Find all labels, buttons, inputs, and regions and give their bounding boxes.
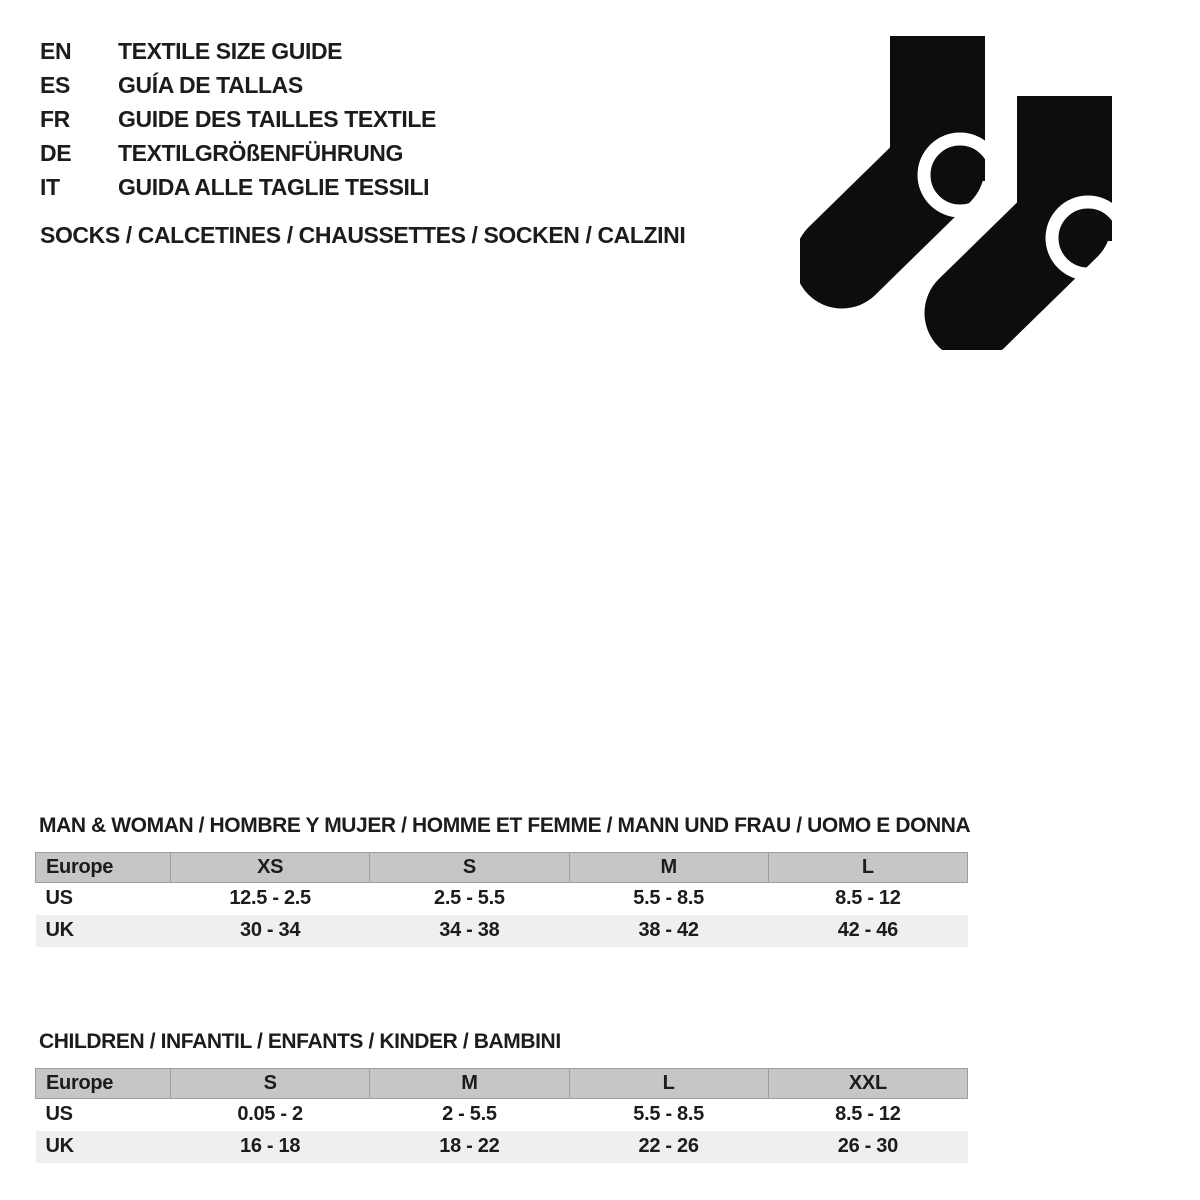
language-code: DE [40,139,72,166]
sock-left [842,36,996,261]
table-row-uk [36,1131,968,1163]
language-code: IT [40,173,60,200]
size-cell: 38 - 42 [638,919,699,941]
region-cell: US [45,1103,73,1126]
region-cell: UK [45,1135,74,1157]
table-header-row [36,853,968,883]
region-cell: US [45,887,73,910]
language-code: EN [40,37,72,64]
man-woman-section [35,814,971,947]
language-label: GUÍA DE TALLAS [118,71,303,98]
region-cell: UK [45,919,74,941]
size-cell: 2.5 - 5.5 [434,887,505,910]
column-header-size: S [370,853,569,883]
table-row-us [36,1099,968,1131]
size-cell: 2 - 5.5 [442,1103,497,1126]
children-size-table [35,1068,968,1163]
size-cell: 42 - 46 [837,919,898,941]
column-header-size: XS [171,853,370,883]
column-header-region: Europe [36,853,171,883]
column-header-size: M [370,1069,569,1099]
man-woman-section-title: MAN & WOMAN / HOMBRE Y MUJER / HOMME ET FEMME / MANN UND FRAU / UOMO E DONNA [39,814,971,837]
language-row-es [40,68,436,102]
size-cell: 18 - 22 [439,1135,500,1157]
language-code: ES [40,71,70,98]
language-row-fr [40,102,436,136]
table-header-row [36,1069,968,1099]
language-row-en [40,34,436,68]
product-category-line: SOCKS / CALCETINES / CHAUSSETTES / SOCKEN / CALZINI [40,222,686,248]
size-cell: 8.5 - 12 [835,887,901,910]
children-section-title: CHILDREN / INFANTIL / ENFANTS / KINDER / BAMBINI [39,1030,561,1053]
language-label: GUIDE DES TAILLES TEXTILE [118,105,436,132]
language-code: FR [40,105,70,132]
language-label: TEXTILE SIZE GUIDE [118,37,343,64]
language-title-list [40,34,436,204]
sock-right [972,96,1120,313]
size-cell: 34 - 38 [439,919,500,941]
language-row-de [40,136,436,170]
column-header-region: Europe [36,1069,171,1099]
column-header-size: L [569,1069,768,1099]
language-label: TEXTILGRÖßENFÜHRUNG [118,139,403,166]
children-section [35,1030,968,1163]
man-woman-size-table [35,852,968,947]
column-header-size: XXL [768,1069,967,1099]
size-cell: 22 - 26 [638,1135,699,1157]
size-cell: 0.05 - 2 [237,1103,303,1126]
size-cell: 16 - 18 [240,1135,301,1157]
table-row-us [36,883,968,915]
socks-icon [800,18,1120,350]
column-header-size: S [171,1069,370,1099]
language-row-it [40,170,436,204]
size-cell: 12.5 - 2.5 [229,887,311,910]
table-row-uk [36,915,968,947]
language-label: GUIDA ALLE TAGLIE TESSILI [118,173,430,200]
size-cell: 5.5 - 8.5 [633,1103,704,1126]
size-cell: 26 - 30 [837,1135,898,1157]
size-cell: 30 - 34 [240,919,301,941]
size-cell: 8.5 - 12 [835,1103,901,1126]
column-header-size: L [768,853,967,883]
size-cell: 5.5 - 8.5 [633,887,704,910]
column-header-size: M [569,853,768,883]
